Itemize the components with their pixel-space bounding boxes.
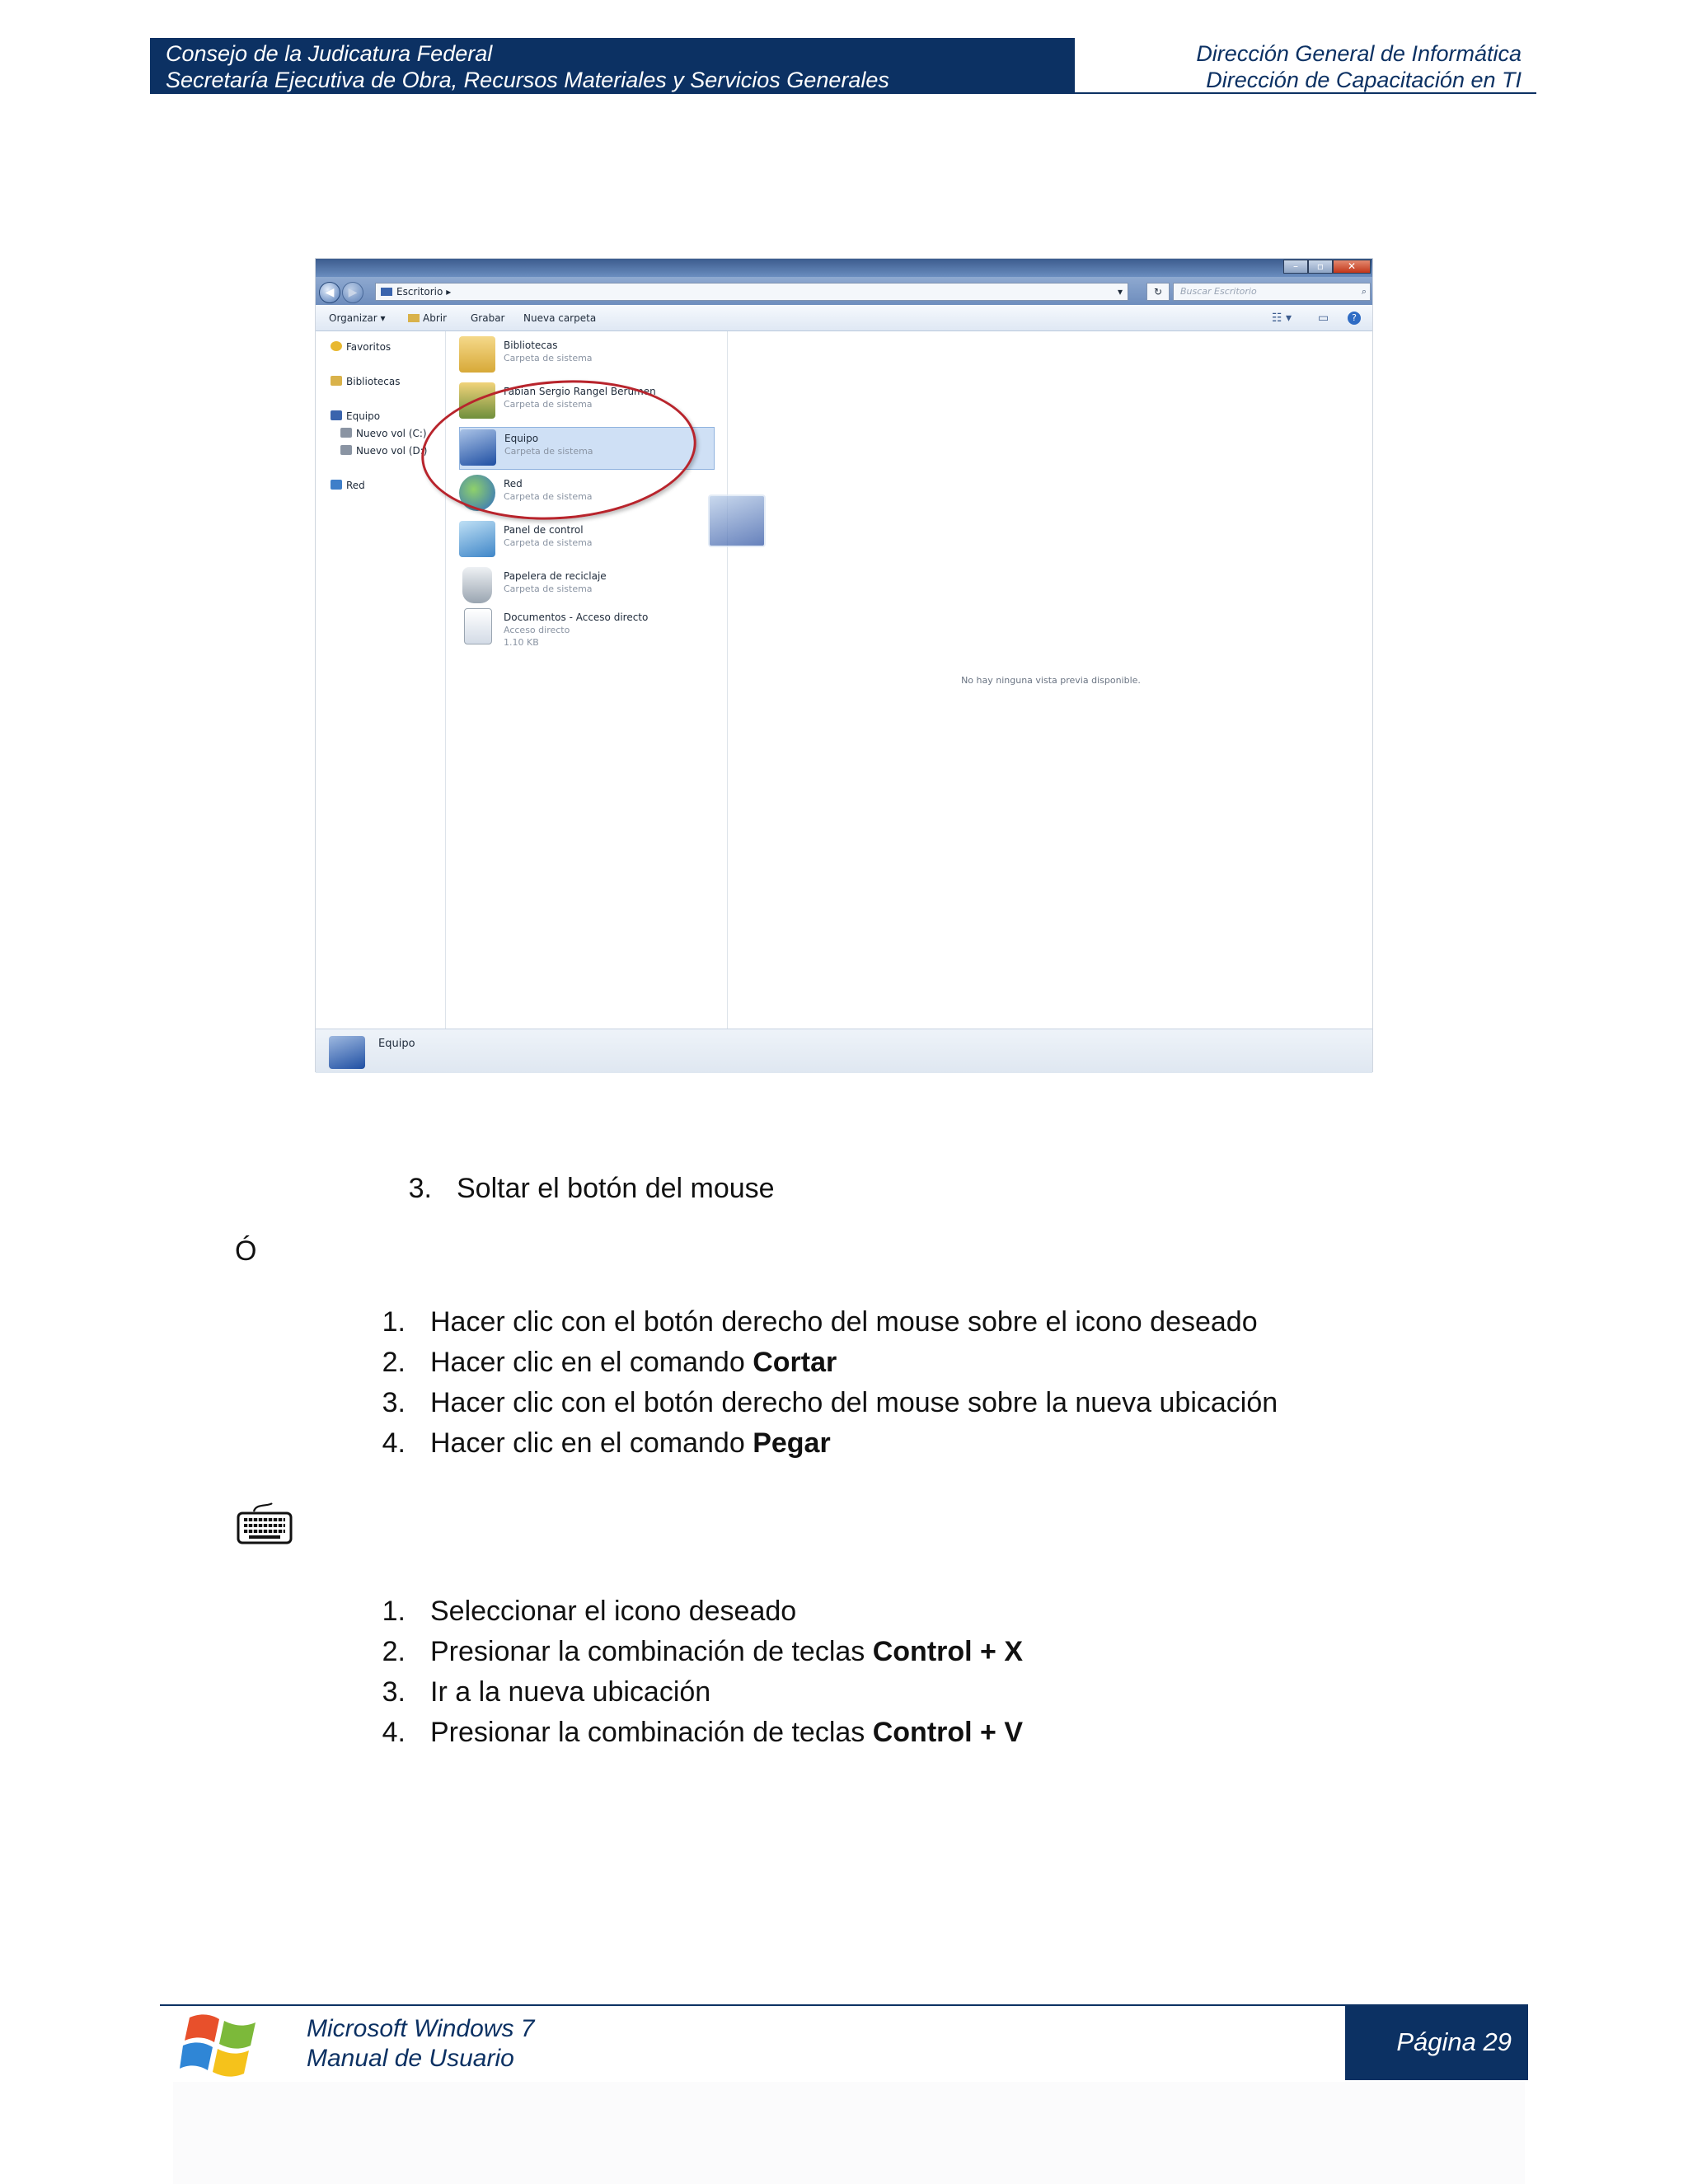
navigation-pane <box>316 331 446 1029</box>
context-step-2-number: 2. <box>382 1347 406 1378</box>
nav-favoritos[interactable]: Favoritos <box>331 341 391 353</box>
context-step-2-line: Hacer clic en el comando Cortar <box>430 1347 837 1378</box>
page-number: Página 29 <box>1345 2004 1528 2080</box>
address-bar[interactable] <box>375 283 1128 301</box>
keyboard-step-4-line: Presionar la combinación de teclas Control + V <box>430 1717 1024 1748</box>
windows-logo-icon <box>180 2009 262 2082</box>
header-left-band <box>150 38 1075 94</box>
context-step-1-text: Hacer clic con el botón derecho del mouse sobre el icono deseado <box>430 1306 1258 1338</box>
context-step-1-number: 1. <box>382 1306 406 1338</box>
header-direction-general: Dirección General de Informática <box>1196 41 1522 66</box>
nav-vol-d[interactable]: Nuevo vol (D:) <box>340 445 427 457</box>
view-options-icon[interactable]: ☷ ▾ <box>1272 312 1292 325</box>
preview-message: No hay ninguna vista previa disponible. <box>961 675 1141 686</box>
nav-vol-c[interactable]: Nuevo vol (C:) <box>340 428 427 439</box>
explorer-window-screenshot <box>315 258 1373 1072</box>
header-rule <box>150 92 1536 94</box>
close-icon[interactable]: ✕ <box>1333 260 1371 274</box>
details-pane <box>316 1029 1372 1073</box>
step-mouse-number: 3. <box>408 1173 432 1204</box>
keyboard-step-2-line: Presionar la combinación de teclas Control + X <box>430 1636 1024 1667</box>
computer-small-icon <box>381 288 392 296</box>
address-dropdown-icon[interactable]: ▾ <box>1117 286 1123 298</box>
keyboard-step-3-text: Ir a la nueva ubicación <box>430 1676 711 1708</box>
keyboard-step-1-text: Seleccionar el icono deseado <box>430 1596 797 1627</box>
file-item-panel-control[interactable]: Panel de control Carpeta de sistema <box>459 519 715 562</box>
footer-product: Microsoft Windows 7 <box>307 2015 535 2042</box>
library-icon <box>331 376 342 386</box>
file-list <box>446 331 728 1029</box>
or-separator: Ó <box>235 1235 257 1267</box>
nav-equipo[interactable]: Equipo <box>331 410 380 422</box>
window-controls <box>1283 260 1371 274</box>
breadcrumb-chevron-icon[interactable]: ▸ <box>446 286 452 298</box>
footer-title <box>307 2014 534 2074</box>
star-icon <box>331 341 342 351</box>
organizar-button[interactable]: Organizar ▾ <box>329 312 386 324</box>
header-institution: Consejo de la Judicatura Federal <box>166 41 493 66</box>
window-titlebar <box>316 259 1372 277</box>
footer-background <box>173 2082 1525 2184</box>
header-right <box>1075 38 1536 94</box>
context-step-3-number: 3. <box>382 1387 406 1418</box>
refresh-icon[interactable]: ↻ <box>1146 283 1170 301</box>
computer-icon <box>331 410 342 420</box>
address-toolbar <box>316 277 1372 305</box>
file-item-bibliotecas[interactable]: Bibliotecas Carpeta de sistema <box>459 335 715 377</box>
libraries-folder-icon <box>459 336 495 373</box>
control-panel-icon <box>459 521 495 557</box>
minimize-icon[interactable]: – <box>1283 260 1308 274</box>
network-icon <box>331 480 342 490</box>
keyboard-step-1-number: 1. <box>382 1596 406 1627</box>
search-icon[interactable]: ⌕ <box>1361 286 1367 297</box>
footer-rule <box>160 2004 1528 2006</box>
context-step-3-text: Hacer clic con el botón derecho del mouse sobre la nueva ubicación <box>430 1387 1278 1418</box>
header-direction-training: Dirección de Capacitación en TI <box>1206 68 1522 92</box>
open-folder-icon <box>408 314 420 322</box>
file-item-documentos[interactable]: Documentos - Acceso directo Acceso directo 1.10 KB <box>459 607 715 656</box>
shortcut-document-icon <box>464 608 492 644</box>
nueva-carpeta-button[interactable]: Nueva carpeta <box>523 312 597 324</box>
details-label: Equipo <box>378 1038 415 1050</box>
help-icon[interactable]: ? <box>1348 312 1361 325</box>
abrir-button[interactable]: Abrir <box>408 305 447 331</box>
forward-arrow-icon[interactable]: ▶ <box>342 282 363 303</box>
file-item-equipo[interactable]: Equipo Carpeta de sistema <box>459 427 715 470</box>
dragged-computer-icon <box>708 494 766 547</box>
context-step-4-line: Hacer clic en el comando Pegar <box>430 1427 831 1459</box>
pegar-command: Pegar <box>753 1427 831 1459</box>
computer-icon <box>329 1036 365 1069</box>
command-bar <box>316 305 1372 331</box>
grabar-button[interactable]: Grabar <box>471 312 505 324</box>
keyboard-icon <box>236 1500 293 1549</box>
back-arrow-icon[interactable]: ◀ <box>319 282 340 303</box>
shortcut-control-x: Control + X <box>872 1636 1024 1667</box>
preview-pane-icon[interactable]: ▭ <box>1318 312 1329 325</box>
nav-bibliotecas[interactable]: Bibliotecas <box>331 376 400 387</box>
keyboard-step-2-number: 2. <box>382 1636 406 1667</box>
shortcut-control-v: Control + V <box>872 1717 1024 1748</box>
file-item-papelera[interactable]: Papelera de reciclaje Carpeta de sistema <box>459 565 715 608</box>
search-input[interactable] <box>1173 283 1371 301</box>
cortar-command: Cortar <box>753 1347 837 1378</box>
drive-icon <box>340 445 352 455</box>
file-item-user[interactable]: Fabian Sergio Rangel Berumen Carpeta de sistema <box>459 381 715 424</box>
drive-icon <box>340 428 352 438</box>
header-secretariat: Secretaría Ejecutiva de Obra, Recursos Materiales y Servicios Generales <box>166 68 889 92</box>
maximize-icon[interactable]: ▫ <box>1308 260 1333 274</box>
search-placeholder: Buscar Escritorio <box>1180 286 1257 297</box>
address-text: Escritorio <box>396 286 443 298</box>
keyboard-step-4-number: 4. <box>382 1717 406 1748</box>
footer-manual: Manual de Usuario <box>307 2045 514 2072</box>
file-item-red[interactable]: Red Carpeta de sistema <box>459 473 715 516</box>
step-mouse-text: Soltar el botón del mouse <box>457 1173 775 1204</box>
context-step-4-number: 4. <box>382 1427 406 1459</box>
keyboard-step-3-number: 3. <box>382 1676 406 1708</box>
nav-red[interactable]: Red <box>331 480 365 491</box>
recycle-bin-icon <box>462 567 492 603</box>
